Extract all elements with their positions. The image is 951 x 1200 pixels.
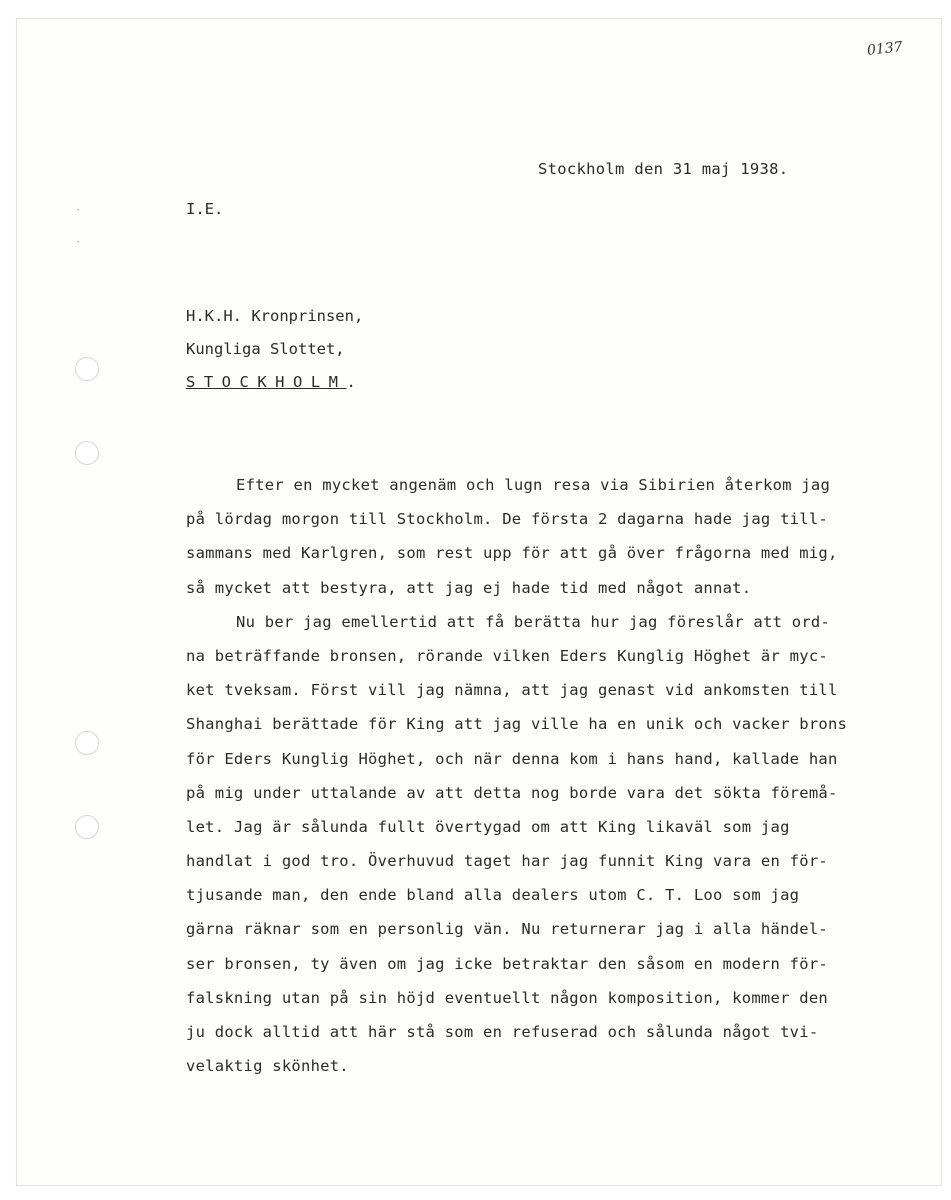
body-line: handlat i god tro. Överhuvud taget har jag funnit King vara en för- xyxy=(186,852,828,871)
body-line: Efter en mycket angenäm och lugn resa via Sibirien återkom jag xyxy=(236,476,831,494)
body-line: ket tveksam. Först vill jag nämna, att jag genast vid ankomsten till xyxy=(186,681,838,700)
recipient-city-line xyxy=(186,366,363,399)
body-line: ju dock alltid att här stå som en refuserad och sålunda något tvi- xyxy=(186,1023,819,1041)
body-line: Shanghai berättade för King att jag ville ha en unik och vacker brons xyxy=(186,715,848,734)
body-line: falskning utan på sin höjd eventuellt någon komposition, kommer den xyxy=(186,988,828,1007)
archive-number: 0137 xyxy=(866,39,904,59)
punch-hole xyxy=(75,815,99,839)
place-date: Stockholm den 31 maj 1938. xyxy=(538,160,789,178)
margin-mark: · xyxy=(75,205,82,216)
letter-body xyxy=(186,468,886,1083)
recipient-city: STOCKHOLM xyxy=(186,373,347,391)
body-line: velaktig skönhet. xyxy=(186,1057,349,1076)
punch-hole xyxy=(75,357,99,381)
recipient-address xyxy=(186,300,363,399)
body-line: så mycket att bestyra, att jag ej hade tid med något annat. xyxy=(186,578,752,597)
punch-hole xyxy=(75,731,99,755)
body-line: gärna räknar som en personlig vän. Nu returnerar jag i alla händel- xyxy=(186,920,828,939)
margin-mark: · xyxy=(75,237,82,248)
body-line: ser bronsen, ty även om jag icke betraktar den såsom en modern för- xyxy=(186,954,828,973)
punch-hole xyxy=(75,441,99,465)
recipient-city-suffix: . xyxy=(346,373,356,391)
body-line: på lördag morgon till Stockholm. De första 2 dagarna hade jag till- xyxy=(186,510,828,529)
body-line: för Eders Kunglig Höghet, och när denna kom i hans hand, kallade han xyxy=(186,749,838,768)
reference-initials: I.E. xyxy=(186,200,224,218)
body-line: na beträffande bronsen, rörande vilken Eders Kunglig Höghet är myc- xyxy=(186,646,828,665)
recipient-residence: Kungliga Slottet, xyxy=(186,340,345,358)
body-line: Nu ber jag emellertid att få berätta hur jag föreslår att ord- xyxy=(236,612,831,631)
body-line: tjusande man, den ende bland alla dealers utom C. T. Loo som jag xyxy=(186,886,800,905)
recipient-title: H.K.H. Kronprinsen, xyxy=(186,307,364,325)
body-line: sammans med Karlgren, som rest upp för att gå över frågorna med mig, xyxy=(186,544,838,563)
body-line: let. Jag är sålunda fullt övertygad om att King likaväl som jag xyxy=(186,817,790,836)
body-line: på mig under uttalande av att detta nog borde vara det sökta föremå- xyxy=(186,783,838,802)
